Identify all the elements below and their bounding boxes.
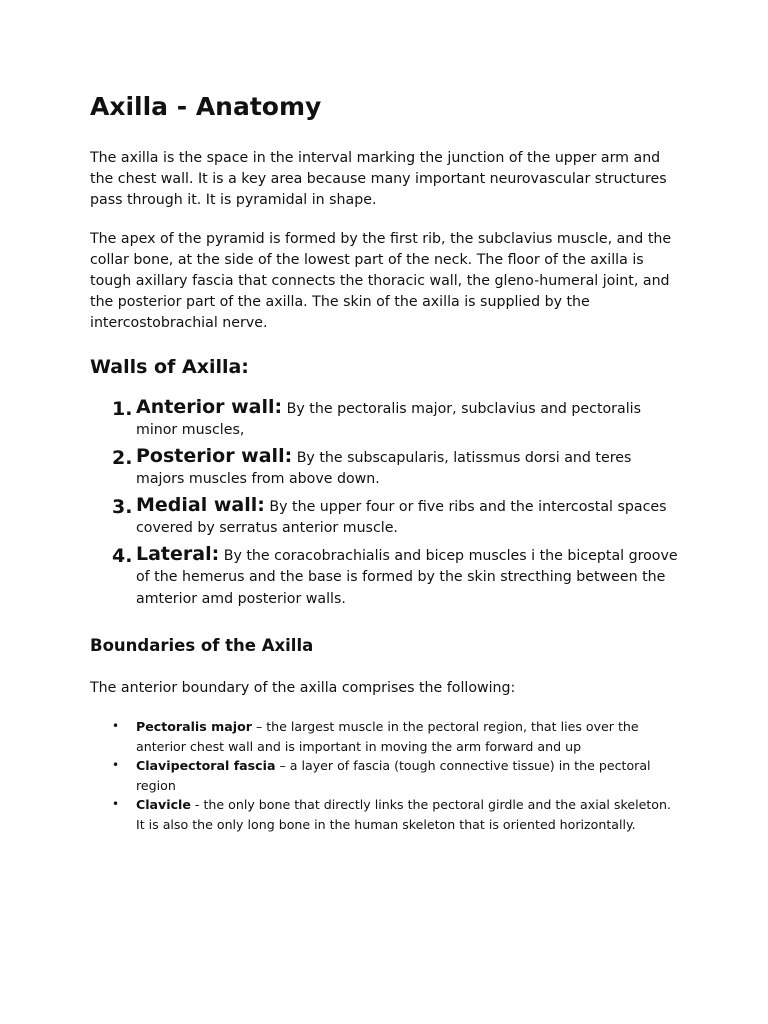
boundaries-list <box>90 717 680 834</box>
apex-paragraph: The apex of the pyramid is formed by the first rib, the subclavius muscle, and the collar bone, at the side of the lowest part of the neck. The floor of the axilla is tough axillary fascia that connects the thoracic wall, the gleno-humeral joint, and the posterior part of the axilla. The skin of the axilla is supplied by the intercostobrachial nerve. <box>90 231 672 331</box>
wall-term: Posterior wall: <box>136 444 293 467</box>
walls-list <box>90 397 680 611</box>
bullet-icon: • <box>112 719 120 734</box>
wall-description: By the coracobrachialis and bicep muscles i the biceptal groove of the hemerus and the base is formed by the skin strecthing between the amterior amd posterior walls. <box>136 547 678 607</box>
boundary-item-clavicle <box>90 795 680 834</box>
wall-term: Anterior wall: <box>136 395 283 418</box>
intro-paragraph: The axilla is the space in the interval marking the junction of the upper arm and the chest wall. It is a key area because many important neurovascular structures pass through it. It is pyramidal in shape. <box>90 150 667 208</box>
boundary-description: – the largest muscle in the pectoral region, that lies over the anterior chest wall and is important in moving the arm forward and up <box>136 719 639 754</box>
bullet-icon: • <box>112 758 120 773</box>
wall-description: By the subscapularis, latissmus dorsi and teres majors muscles from above down. <box>136 449 632 488</box>
wall-description: By the pectoralis major, subclavius and pectoralis minor muscles, <box>136 400 641 439</box>
boundary-term: Pectoralis major <box>136 719 252 735</box>
boundary-description: - the only bone that directly links the pectoral girdle and the axial skeleton. It is also the only long bone in the human skeleton that is oriented horizontally. <box>136 797 671 832</box>
wall-item-lateral <box>90 544 680 611</box>
list-number: 1. <box>112 397 133 420</box>
wall-term: Lateral: <box>136 542 220 565</box>
boundary-term: Clavipectoral fascia <box>136 758 276 774</box>
page-title: Axilla - Anatomy <box>90 92 322 121</box>
wall-item-posterior <box>90 446 680 491</box>
wall-item-anterior <box>90 397 680 442</box>
walls-heading: Walls of Axilla: <box>90 356 249 378</box>
boundary-description: – a layer of fascia (tough connective tissue) in the pectoral region <box>136 758 651 793</box>
boundary-item-clavipectoral-fascia <box>90 756 680 795</box>
wall-description: By the upper four or five ribs and the intercostal spaces covered by serratus anterior muscle. <box>136 498 667 537</box>
bullet-icon: • <box>112 797 120 812</box>
wall-term: Medial wall: <box>136 493 265 516</box>
boundary-term: Clavicle <box>136 797 191 813</box>
boundaries-intro: The anterior boundary of the axilla comprises the following: <box>90 680 516 697</box>
boundary-item-pectoralis-major <box>90 717 680 756</box>
wall-item-medial <box>90 495 680 540</box>
boundaries-heading: Boundaries of the Axilla <box>90 636 314 656</box>
list-number: 4. <box>112 544 133 567</box>
list-number: 2. <box>112 446 133 469</box>
list-number: 3. <box>112 495 133 518</box>
